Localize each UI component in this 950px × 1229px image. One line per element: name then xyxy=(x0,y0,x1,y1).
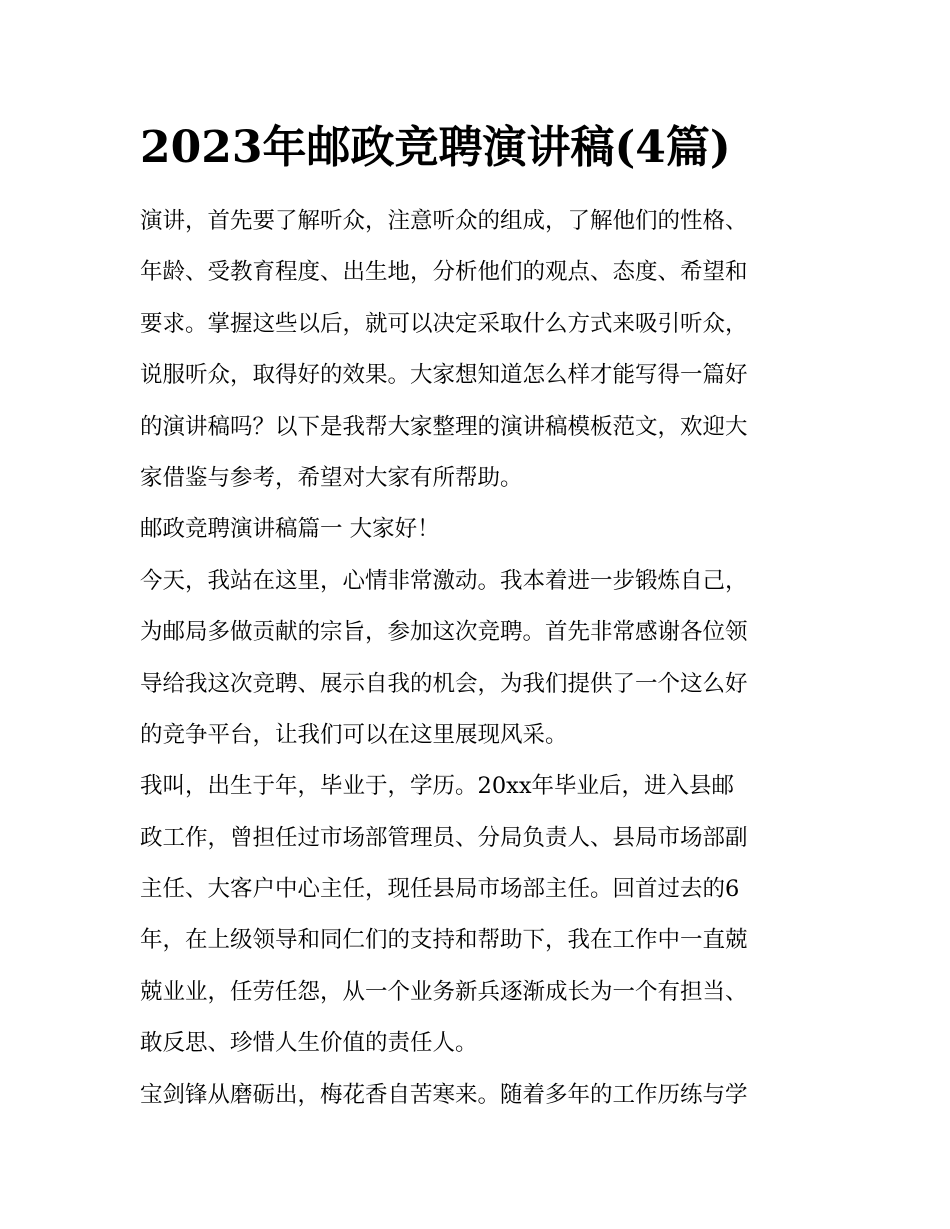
text-line: 敢反思、珍惜人生价值的责任人。 xyxy=(140,1030,478,1057)
text-line: 年龄、受教育程度、出生地，分析他们的观点、态度、希望和 xyxy=(140,259,748,286)
text-line: 今天，我站在这里，心情非常激动。我本着进一步锻炼自己， xyxy=(140,567,748,594)
text-line: 主任、大客户中心主任，现任县局市场部主任。回首过去的6 xyxy=(140,876,740,903)
document-title: 2023年邮政竞聘演讲稿(4篇) xyxy=(140,122,731,173)
text-line: 说服听众，取得好的效果。大家想知道怎么样才能写得一篇好 xyxy=(140,362,748,389)
text-line: 的竞争平台，让我们可以在这里展现风采。 xyxy=(140,721,568,748)
text-line: 我叫，出生于年，毕业于，学历。20xx年毕业后，进入县邮 xyxy=(140,773,735,800)
text-line: 宝剑锋从磨砺出，梅花香自苦寒来。随着多年的工作历练与学 xyxy=(140,1081,748,1108)
text-line: 兢业业，任劳任怨，从一个业务新兵逐渐成长为一个有担当、 xyxy=(140,978,748,1005)
document-body xyxy=(140,196,820,1121)
text-line: 家借鉴与参考，希望对大家有所帮助。 xyxy=(140,464,523,491)
text-line: 为邮局多做贡献的宗旨，参加这次竞聘。首先非常感谢各位领 xyxy=(140,619,748,646)
text-line: 的演讲稿吗？以下是我帮大家整理的演讲稿模板范文，欢迎大 xyxy=(140,413,748,440)
text-line: 导给我这次竞聘、展示自我的机会，为我们提供了一个这么好 xyxy=(140,670,748,697)
text-line: 要求。掌握这些以后，就可以决定采取什么方式来吸引听众， xyxy=(140,310,748,337)
text-line: 年，在上级领导和同仁们的支持和帮助下，我在工作中一直兢 xyxy=(140,927,748,954)
text-line: 演讲，首先要了解听众，注意听众的组成，了解他们的性格、 xyxy=(140,208,748,234)
text-line: 政工作，曾担任过市场部管理员、分局负责人、县局市场部副 xyxy=(140,824,748,851)
section-heading-line: 邮政竞聘演讲稿篇一 大家好！ xyxy=(140,516,440,543)
